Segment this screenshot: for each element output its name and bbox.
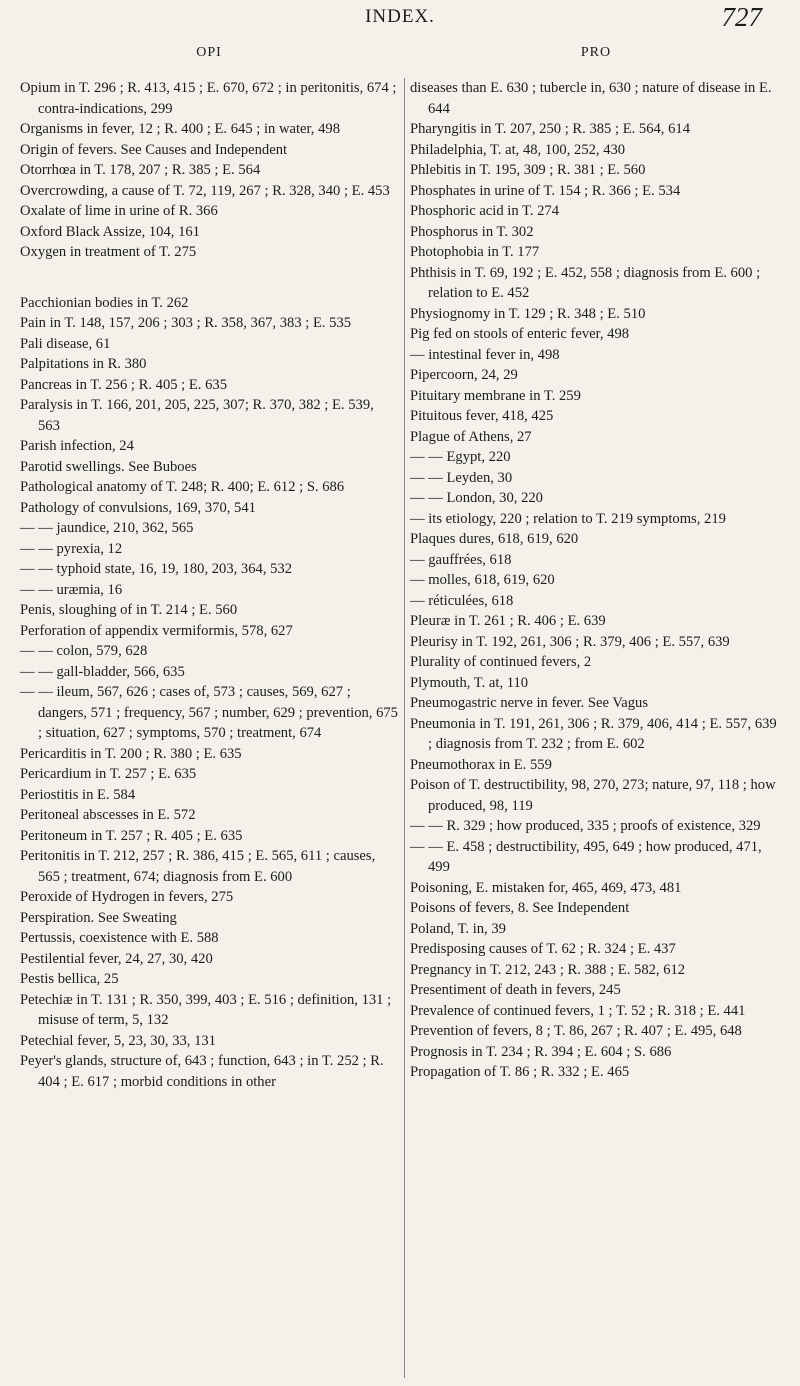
index-entry: Pathological anatomy of T. 248; R. 400; E. 612 ; S. 686 [20,479,345,495]
right-column-head: PRO [580,45,612,60]
index-entry: Phthisis in T. 69, 192 ; E. 452, 558 ; diagnosis from E. 600 ; relation to E. 452 [410,264,761,301]
index-entry: Peritoneum in T. 257 ; R. 405 ; E. 635 [20,827,243,844]
index-entry: Pregnancy in T. 212, 243 ; R. 388 ; E. 582, 612 [410,961,686,978]
index-entry: Propagation of T. 86 ; R. 332 ; E. 465 [410,1064,630,1080]
index-entry: — — R. 329 ; how produced, 335 ; proofs of existence, 329 [410,818,761,834]
index-entry: Organisms in fever, 12 ; R. 400 ; E. 645 ; in water, 498 [20,121,340,137]
index-entry: — — ileum, 567, 626 ; cases of, 573 ; causes, 569, 627 ; dangers, 571 ; frequency, 567 ; number, 629 ; prevention, 675 ; situation, 627 ; symptoms, 570 ; treatment, 674 [20,684,398,741]
index-entry: Plurality of continued fevers, 2 [410,654,592,670]
column-divider [404,78,405,1378]
index-entry: Prevalence of continued fevers, 1 ; T. 52 ; R. 318 ; E. 441 [410,1002,746,1019]
index-entry: — its etiology, 220 ; relation to T. 219 symptoms, 219 [410,510,726,527]
index-entry: — — gall-bladder, 566, 635 [20,663,185,680]
index-entry: Pneumogastric nerve in fever. See Vagus [410,695,649,711]
page-number: 727 [721,2,762,32]
index-entry: Prevention of fevers, 8 ; T. 86, 267 ; R. 407 ; E. 495, 648 [410,1023,742,1039]
index-entry: Petechial fever, 5, 23, 30, 33, 131 [20,1032,216,1049]
index-entry: Poisons of fevers, 8. See Independent [410,900,630,916]
index-entry: Palpitations in R. 380 [20,356,147,372]
index-entry: Penis, sloughing of in T. 214 ; E. 560 [20,602,238,618]
index-entry: Phosphates in urine of T. 154 ; R. 366 ; E. 534 [410,182,681,199]
index-entry: Perforation of appendix vermiformis, 578, 627 [20,622,293,639]
right-entry-group [410,78,782,1083]
index-entry: — — Leyden, 30 [410,469,513,486]
index-entry: Pestilential fever, 24, 27, 30, 420 [20,950,213,967]
index-entry: Pathology of convulsions, 169, 370, 541 [20,499,256,516]
index-entry: — — typhoid state, 16, 19, 180, 203, 364, 532 [20,561,293,577]
right-column [410,42,782,1083]
index-entry: Poison of T. destructibility, 98, 270, 273; nature, 97, 118 ; how produced, 98, 119 [410,777,776,814]
index-entry: Otorrhœa in T. 178, 207 ; R. 385 ; E. 564 [20,162,261,178]
index-entry: Origin of fevers. See Causes and Independent [20,141,288,158]
index-entry: Oxalate of lime in urine of R. 366 [20,203,218,219]
index-entry: Parish infection, 24 [20,438,134,454]
index-entry: Peritoneal abscesses in E. 572 [20,807,196,823]
index-entry: Poisoning, E. mistaken for, 465, 469, 473, 481 [410,879,682,896]
index-entry: — — uræmia, 16 [20,581,123,598]
index-entry: Opium in T. 296 ; R. 413, 415 ; E. 670, 672 ; in peritonitis, 674 ; contra-indications, 299 [20,80,397,117]
index-entry: Pig fed on stools of enteric fever, 498 [410,326,630,342]
index-entry: Prognosis in T. 234 ; R. 394 ; E. 604 ; S. 686 [410,1043,672,1060]
index-entry: Peritonitis in T. 212, 257 ; R. 386, 415 ; E. 565, 611 ; causes, 565 ; treatment, 674; diagnosis from E. 600 [20,848,376,885]
index-entry: Pali disease, 61 [20,335,111,352]
index-entry: — — Egypt, 220 [410,449,511,465]
index-entry: Phlebitis in T. 195, 309 ; R. 381 ; E. 560 [410,162,646,178]
index-entry: Philadelphia, T. at, 48, 100, 252, 430 [410,141,626,158]
index-entry: Plaques dures, 618, 619, 620 [410,531,579,547]
index-entry: Phosphorus in T. 302 [410,223,534,240]
index-entry: Pain in T. 148, 157, 206 ; 303 ; R. 358, 367, 383 ; E. 535 [20,315,352,331]
index-entry: — — London, 30, 220 [410,490,543,506]
index-entry: — intestinal fever in, 498 [410,346,560,363]
index-entry: Pituitous fever, 418, 425 [410,408,554,424]
index-entry: Pericarditis in T. 200 ; R. 380 ; E. 635 [20,745,242,762]
index-entry: Pituitary membrane in T. 259 [410,387,581,404]
index-entry: Pestis bellica, 25 [20,971,119,987]
index-entry: Oxygen in treatment of T. 275 [20,244,197,260]
index-entry: Photophobia in T. 177 [410,244,540,260]
index-entry: Physiognomy in T. 129 ; R. 348 ; E. 510 [410,305,646,322]
index-entry: Pacchionian bodies in T. 262 [20,294,189,311]
index-entry: — — jaundice, 210, 362, 565 [20,520,194,536]
index-entry: Pancreas in T. 256 ; R. 405 ; E. 635 [20,376,227,393]
left-entry-group-p [20,293,398,1093]
left-entry-group-o [20,78,398,263]
index-entry: Pleurisy in T. 192, 261, 306 ; R. 379, 406 ; E. 557, 639 [410,633,730,650]
index-entry: Plymouth, T. at, 110 [410,674,529,691]
page-title: INDEX. [365,6,435,27]
index-entry: Pleuræ in T. 261 ; R. 406 ; E. 639 [410,613,606,629]
index-entry: Perspiration. See Sweating [20,909,177,926]
index-entry: Pericardium in T. 257 ; E. 635 [20,766,197,782]
index-entry: — — colon, 579, 628 [20,643,148,659]
index-entry: Parotid swellings. See Buboes [20,458,197,475]
index-entry: Peyer's glands, structure of, 643 ; function, 643 ; in T. 252 ; R. 404 ; E. 617 ; morbid conditions in other [20,1053,384,1090]
index-entry: diseases than E. 630 ; tubercle in, 630 ; nature of disease in E. 644 [410,80,772,117]
index-entry: — réticulées, 618 [410,592,514,609]
index-entry: Overcrowding, a cause of T. 72, 119, 267 ; R. 328, 340 ; E. 453 [20,182,390,199]
index-entry: Pertussis, coexistence with E. 588 [20,930,219,946]
index-entry: Pneumothorax in E. 559 [410,756,552,773]
index-entry: — — pyrexia, 12 [20,540,123,557]
index-entry: — gauffrées, 618 [410,551,512,568]
index-entry: Phosphoric acid in T. 274 [410,203,560,219]
index-entry: Presentiment of death in fevers, 245 [410,982,621,998]
left-column [20,42,398,1092]
index-entry: Oxford Black Assize, 104, 161 [20,223,200,240]
index-entry: Plague of Athens, 27 [410,428,532,445]
index-entry: Periostitis in E. 584 [20,786,136,803]
left-column-head: OPI [196,45,222,60]
index-entry: Paralysis in T. 166, 201, 205, 225, 307; R. 370, 382 ; E. 539, 563 [20,397,374,434]
index-entry: Peroxide of Hydrogen in fevers, 275 [20,889,234,905]
index-entry: — molles, 618, 619, 620 [410,572,555,588]
index-entry: Pharyngitis in T. 207, 250 ; R. 385 ; E. 564, 614 [410,121,690,137]
index-entry: Pneumonia in T. 191, 261, 306 ; R. 379, 406, 414 ; E. 557, 639 ; diagnosis from T. 232 ; from E. 602 [410,715,777,752]
index-entry: Predisposing causes of T. 62 ; R. 324 ; E. 437 [410,941,676,957]
index-entry: Poland, T. in, 39 [410,920,506,937]
index-entry: Petechiæ in T. 131 ; R. 350, 399, 403 ; E. 516 ; definition, 131 ; misuse of term, 5, 132 [20,991,392,1028]
index-entry: Pipercoorn, 24, 29 [410,367,518,383]
index-entry: — — E. 458 ; destructibility, 495, 649 ; how produced, 471, 499 [410,838,762,875]
section-gap [20,263,398,293]
